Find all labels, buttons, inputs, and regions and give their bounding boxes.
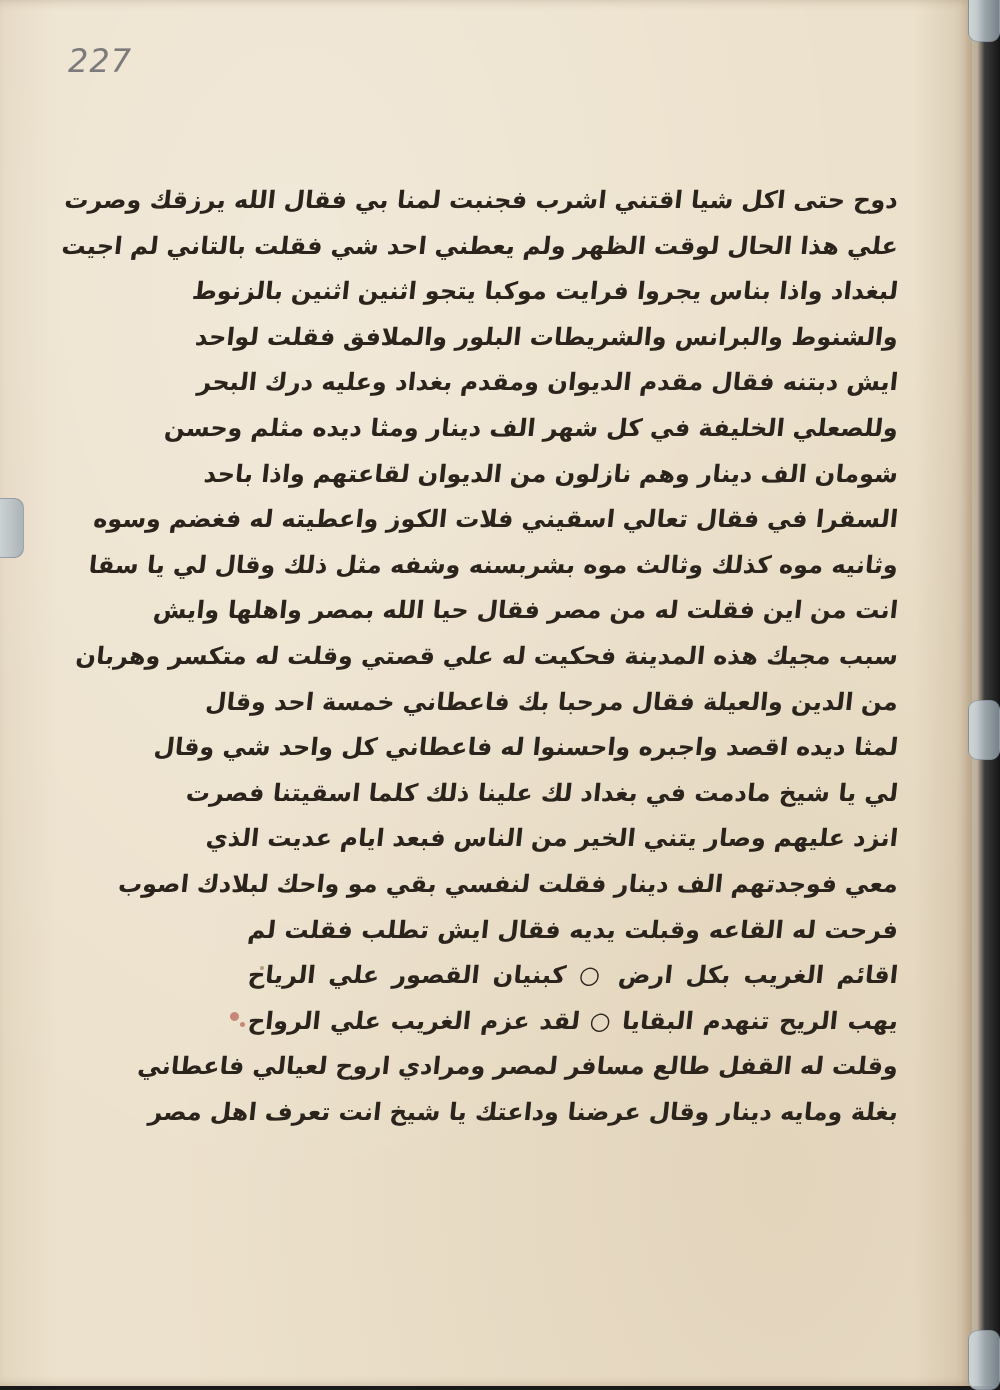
manuscript-text-block: [60, 178, 900, 1135]
text-line: معي فوجدتهم الف دينار فقلت لنفسي بقي مو واحك لبلادك اصوب: [116, 869, 900, 898]
text-line: وقلت له القفل طالع مسافر لمصر ومرادي اروح لعيالي فاعطاني: [136, 1052, 900, 1081]
text-line: وثانيه موه كذلك وثالث موه بشربسنه وشفه مثل ذلك وقال لي يا سقا: [87, 550, 900, 579]
folio-number: 227: [68, 42, 133, 80]
text-line: والشنوط والبرانس والشريطات البلور والملافق فقلت لواحد: [193, 322, 900, 351]
verse-line: اقائم الغريب بكل ارض ○ كبنيان القصور علي الرياح: [246, 961, 900, 990]
text-line: انزد عليهم وصار يتني الخير من الناس فبعد ايام عديت الذي: [204, 824, 900, 853]
text-line: علي هذا الحال لوقت الظهر ولم يعطني احد شي فقلت بالتاني لم اجيت: [60, 231, 900, 260]
text-line: سبب مجيك هذه المدينة فحكيت له علي قصتي وقلت له متكسر وهربان: [74, 641, 900, 670]
text-line: شومان الف دينار وهم نازلون من الديوان لقاعتهم واذا باحد: [202, 459, 900, 488]
text-line: لي يا شيخ مادمت في بغداد لك علينا ذلك كلما اسقيتنا فصرت: [184, 778, 900, 807]
page-clip: [968, 0, 1000, 42]
text-line: بغلة ومايه دينار وقال عرضنا وداعتك يا شيخ انت تعرف اهل مصر: [147, 1097, 900, 1126]
text-line: وللصعلي الخليفة في كل شهر الف دينار ومثا ديده مثلم وحسن: [163, 413, 900, 442]
text-line: من الدين والعيلة فقال مرحبا بك فاعطاني خمسة احد وقال: [204, 687, 900, 716]
text-line: ايش دبتنه فقال مقدم الديوان ومقدم بغداد وعليه درك البحر: [196, 368, 900, 397]
text-line: انت من اين فقلت له من مصر فقال حيا الله بمصر واهلها وايش: [152, 596, 900, 625]
text-line: لمثا ديده اقصد واجبره واحسنوا له فاعطاني كل واحد شي وقال: [152, 733, 900, 762]
text-line: دوح حتى اكل شيا اقتني اشرب فجنبت لمنا بي فقال الله يرزقك وصرت: [63, 186, 900, 214]
red-ink-stain: [240, 1022, 245, 1027]
red-ink-stain: [230, 1012, 239, 1021]
text-line: لبغداد واذا بناس يجروا فرايت موكبا يتجو اثنين اثنين بالزنوط: [190, 277, 900, 306]
text-line: السقرا في فقال تعالي اسقيني فلات الكوز واعطيته له فغضم وسوه: [92, 505, 900, 534]
page-clip: [968, 1330, 1000, 1390]
verse-line: يهب الريح تنهدم البقايا ○ لقد عزم الغريب علي الرواح: [246, 1006, 900, 1035]
text-line: فرحت له القاعه وقبلت يديه فقال ايش تطلب فقلت لم: [246, 915, 900, 944]
page-clip: [968, 700, 1000, 760]
page-clip: [0, 498, 24, 558]
